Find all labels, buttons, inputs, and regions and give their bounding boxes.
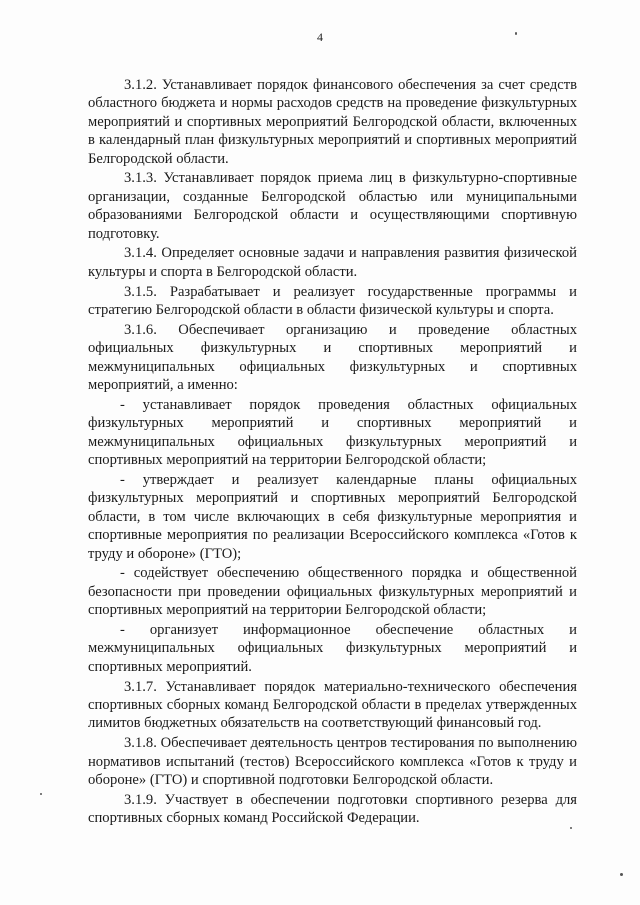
page-number: 4 [317,30,323,44]
list-item: - содействует обеспечению общественного порядка и общественной безопасности при проведении официальных физкультурных мероприятий и спортивных мероприятий на территории Белгородской области; [88,565,577,619]
document-body [88,76,577,829]
list-item: - устанавливает порядок проведения областных официальных физкультурных мероприятий и спортивных мероприятий и межмуниципальных официальных физкультурных мероприятий и спортивных мероприятий на территории Белгородской области; [88,396,577,469]
paragraph-3-1-8: 3.1.8. Обеспечивает деятельность центров тестирования по выполнению нормативов испытаний (тестов) Всероссийского комплекса «Готов к труду и обороне» (ГТО) и спортивной подготовки Белгородской области. [88,735,577,788]
list-item: - организует информационное обеспечение областных и межмуниципальных официальных физкультурных мероприятий и спортивных мероприятий. [88,621,577,675]
paragraph-3-1-3: 3.1.3. Устанавливает порядок приема лиц в физкультурно-спортивные организации, созданные Белгородской областью или муниципальными образованиями Белгородской области и осуществляющими спортивную подготовку. [88,170,577,242]
scan-speck [515,32,517,35]
paragraph-3-1-9: 3.1.9. Участвует в обеспечении подготовки спортивного резерва для спортивных сборных команд Российской Федерации. [88,791,577,827]
scan-speck [620,873,623,876]
scan-speck [570,827,572,829]
paragraph-3-1-7: 3.1.7. Устанавливает порядок материально-технического обеспечения спортивных сборных команд Белгородской области в пределах утвержденных лимитов бюджетных обязательств на соответствующий финансовый год. [88,678,577,732]
list-item: - утверждает и реализует календарные планы официальных физкультурных мероприятий и спортивных мероприятий Белгородской области, в том числе включающих в себя физкультурные мероприятия и спортивные мероприятия по реализации Всероссийского комплекса «Готов к труду и обороне» (ГТО); [88,471,577,562]
paragraph-3-1-6: 3.1.6. Обеспечивает организацию и проведение областных официальных физкультурных и спортивных мероприятий и межмуниципальных официальных физкультурных и спортивных мероприятий, а именно: [88,321,577,394]
scan-speck [40,793,42,795]
paragraph-3-1-4: 3.1.4. Определяет основные задачи и направления развития физической культуры и спорта в Белгородской области. [88,245,577,280]
paragraph-3-1-5: 3.1.5. Разрабатывает и реализует государственные программы и стратегию Белгородской области в области физической культуры и спорта. [88,283,577,319]
paragraph-3-1-2: 3.1.2. Устанавливает порядок финансового обеспечения за счет средств областного бюджета и нормы расходов средств на проведение физкультурных мероприятий и спортивных мероприятий Белгородской области, включенных в календарный план физкультурных мероприятий и спортивных мероприятий Белгородской области. [88,77,577,167]
